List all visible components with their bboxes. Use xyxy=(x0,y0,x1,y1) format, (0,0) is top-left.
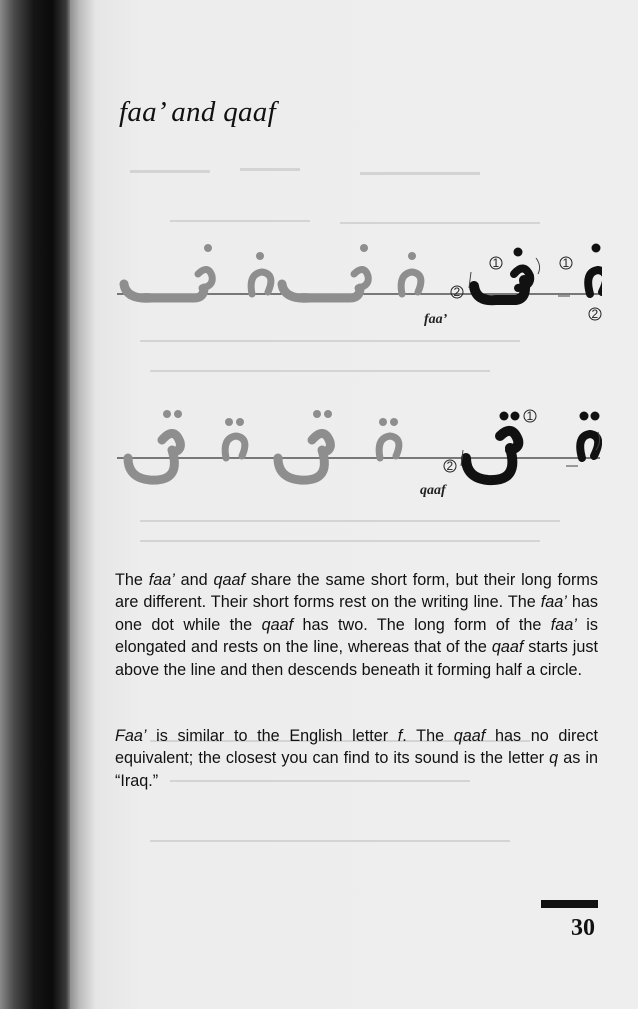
qaaf-model-forms xyxy=(466,431,598,480)
qaaf-example-row xyxy=(112,392,602,502)
qaaf-practice-forms xyxy=(128,433,399,480)
faa-example-row xyxy=(112,228,602,338)
pronunciation-paragraph: Faa’ is similar to the English letter f. The qaaf has no direct equivalent; the closest you can find to its sound is the letter q as in “Iraq.” xyxy=(115,727,599,790)
description-paragraph: The faa’ and qaaf share the same short form, but their long forms are different. Their short forms rest on the writing line. The faa’ has one dot while the qaaf has two. The long form of the faa’ is elongated and rests on the line, whereas that of the qaaf starts just above the line and then descends beneath it forming half a circle. xyxy=(115,571,598,679)
page-number-rule xyxy=(541,900,598,908)
svg-text:1: 1 xyxy=(492,256,500,270)
page-number: 30 xyxy=(571,915,595,941)
qaaf-letter-forms xyxy=(112,392,602,502)
faa-practice-dots xyxy=(204,244,416,260)
faa-model-dots xyxy=(514,244,601,257)
svg-text:1: 1 xyxy=(562,256,570,270)
svg-text:1: 1 xyxy=(526,409,534,423)
svg-text:2: 2 xyxy=(591,307,599,321)
page-title: faa’ and qaaf xyxy=(119,96,276,128)
qaaf-model-dots xyxy=(500,412,600,421)
svg-text:2: 2 xyxy=(453,285,461,299)
faa-letter-forms xyxy=(112,228,602,338)
book-spine-shadow xyxy=(0,0,70,1009)
faa-label: faa’ xyxy=(424,312,448,327)
qaaf-practice-dots xyxy=(163,410,398,426)
qaaf-label: qaaf xyxy=(420,483,446,498)
svg-text:2: 2 xyxy=(446,459,454,473)
